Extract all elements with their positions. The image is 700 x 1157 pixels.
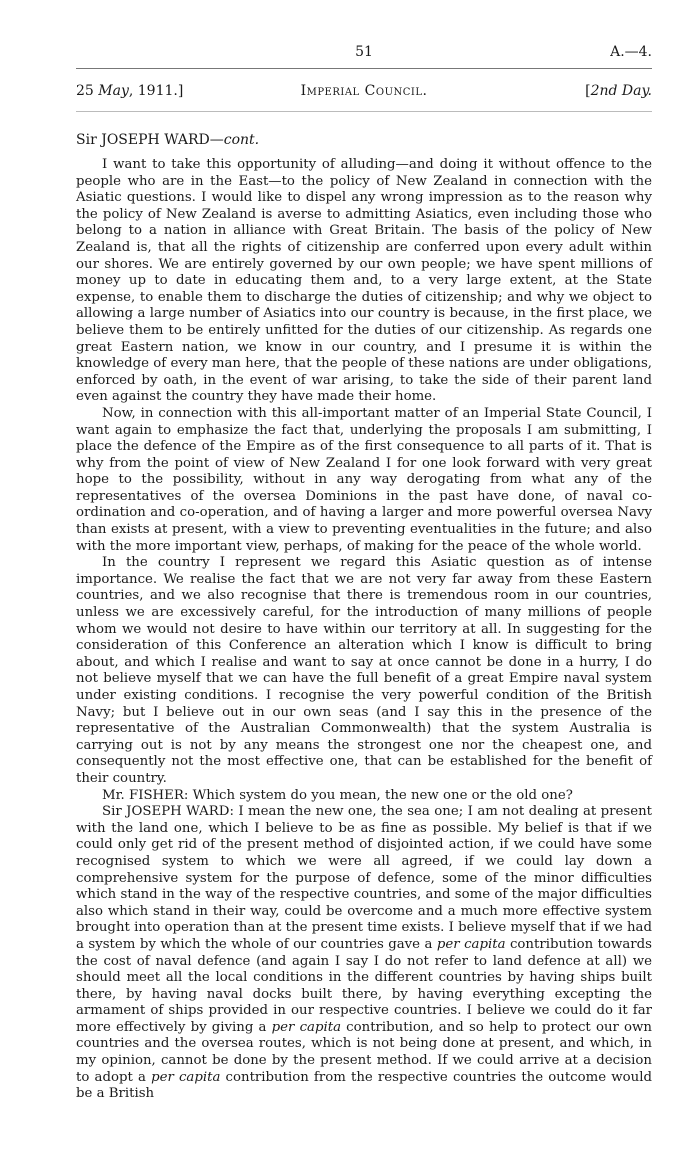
paragraph-text: contribution from the respective countries the outcome would be a British (76, 1069, 652, 1102)
running-head-day (585, 83, 652, 99)
running-head-title: Imperial Council. (300, 83, 428, 99)
paragraph (76, 406, 652, 555)
italic-term: per capita (271, 1019, 341, 1035)
body-text (76, 157, 652, 1103)
paragraph-text: I want to take this opportunity of alluding—and doing it without offence to the people who are in the East—to the policy of New Zealand in connection with the Asiatic questions. I would like to dispel any wrong impression as to the reason why the policy of New Zealand is averse to admitting Asiatics, even including those who belong to a nation in alliance with Great Britain. The basis of the policy of New Zealand is, that all the rights of citizenship are conferred upon every adult within our shores. We are entirely governed by our own people; we have spent millions of money up to date in educating them and, to a very large extent, at the State expense, to enable them to discharge the duties of citizenship; and why we object to allowing a large number of Asiatics into our country is because, in the first place, we believe them to be entirely unfitted for the duties of our citizenship. As regards one great Eastern nation, we know in our country, and I presume it is within the knowledge of every man here, that the people of these nations are under obligations, enforced by oath, in the event of war arising, to take the side of their parent land even against the country they have made their home. (76, 157, 652, 405)
speaker-heading (76, 132, 652, 149)
paragraph (76, 555, 652, 787)
running-head (76, 83, 652, 111)
speaker-cont: cont. (223, 132, 260, 148)
paragraph-text: Mr. FISHER: Which system do you mean, the new one or the old one? (102, 787, 573, 803)
date-prefix: 25 (76, 83, 99, 99)
page-number: 51 (355, 44, 373, 60)
paragraph (76, 788, 652, 805)
paragraph (76, 804, 652, 1103)
paragraph-text: Sir JOSEPH WARD: I mean the new one, the sea one; I am not dealing at present with the land one, which I believe to be as fine as possible. My belief is that if we could only get rid of the present method of disjointed action, if we could have some recognised system to which we were all agreed, if we could lay down a comprehensive system for the purpose of defence, some of the minor difficulties which stand in the way of the respective countries, and some of the major difficulties also which stand in their way, could be overcome and a much more effective system brought into operation than at the present time exists. I believe myself that if we had a system by which the whole of our countries gave a (76, 804, 652, 952)
italic-term: per capita (436, 936, 506, 952)
speaker-name: Sir JOSEPH WARD— (76, 132, 224, 148)
paragraph-text: contribution towards the cost of naval defence (and again I say I do not refer to land defence at all) we should meet all the local conditions in the different countries by having ships built there, by having naval docks built there, by having everything excepting the armament of ships provided in our respective countries. I believe we could do it far more effectively by giving a (76, 936, 652, 1035)
day-text: 2nd Day. (590, 83, 652, 99)
paragraph-text: contribution, and so help to protect our own countries and the oversea routes, which is not being done at present, and which, in my opinion, cannot be done by the present method. If we could arrive at a decision to adopt a (76, 1019, 652, 1085)
italic-term: per capita (151, 1069, 221, 1085)
document-page (76, 44, 652, 1103)
paragraph-text: In the country I represent we regard this Asiatic question as of intense importance. We realise the fact that we are not very far away from these Eastern countries, and we also recognise that there is tremendous room in our countries, unless we are excessively careful, for the introduction of many millions of people whom we would not desire to have within our territory at all. In suggesting for the consideration of this Conference an alteration which I know is difficult to bring about, and which I realise and want to say at once cannot be done in a hurry, I do not believe myself that we can have the full benefit of a great Empire naval system under existing conditions. I recognise the very powerful condition of the British Navy; but I believe out in our own seas (and I say this in the presence of the representative of the Australian Commonwealth) that the system Australia is carrying out is not by any means the strongest one nor the cheapest one, and consequently not the most effective one, that can be established for the benefit of their country. (76, 555, 652, 786)
paragraph-text: Now, in connection with this all-important matter of an Imperial State Council, I want again to emphasize the fact that, underlying the proposals I am submitting, I place the defence of the Empire as of the first consequence to all parts of it. That is why from the point of view of New Zealand I for one look forward with very great hope to the possibility, without in any way derogating from what any of the representatives of the oversea Dominions in the past have done, of naval co-ordination and co-operation, and of having a larger and more powerful oversea Navy than exists at present, with a view to preventing eventualities in the future; and also with the more important view, perhaps, of making for the peace of the whole world. (76, 405, 652, 554)
paragraph (76, 157, 652, 406)
paper-reference: A.—4. (610, 44, 652, 60)
date-suffix: , 1911.] (128, 83, 184, 99)
header-rule (76, 68, 652, 69)
page-header (76, 44, 652, 68)
running-head-rule (76, 111, 652, 112)
date-month: May (98, 83, 129, 99)
day-bracket: [ (585, 83, 591, 99)
